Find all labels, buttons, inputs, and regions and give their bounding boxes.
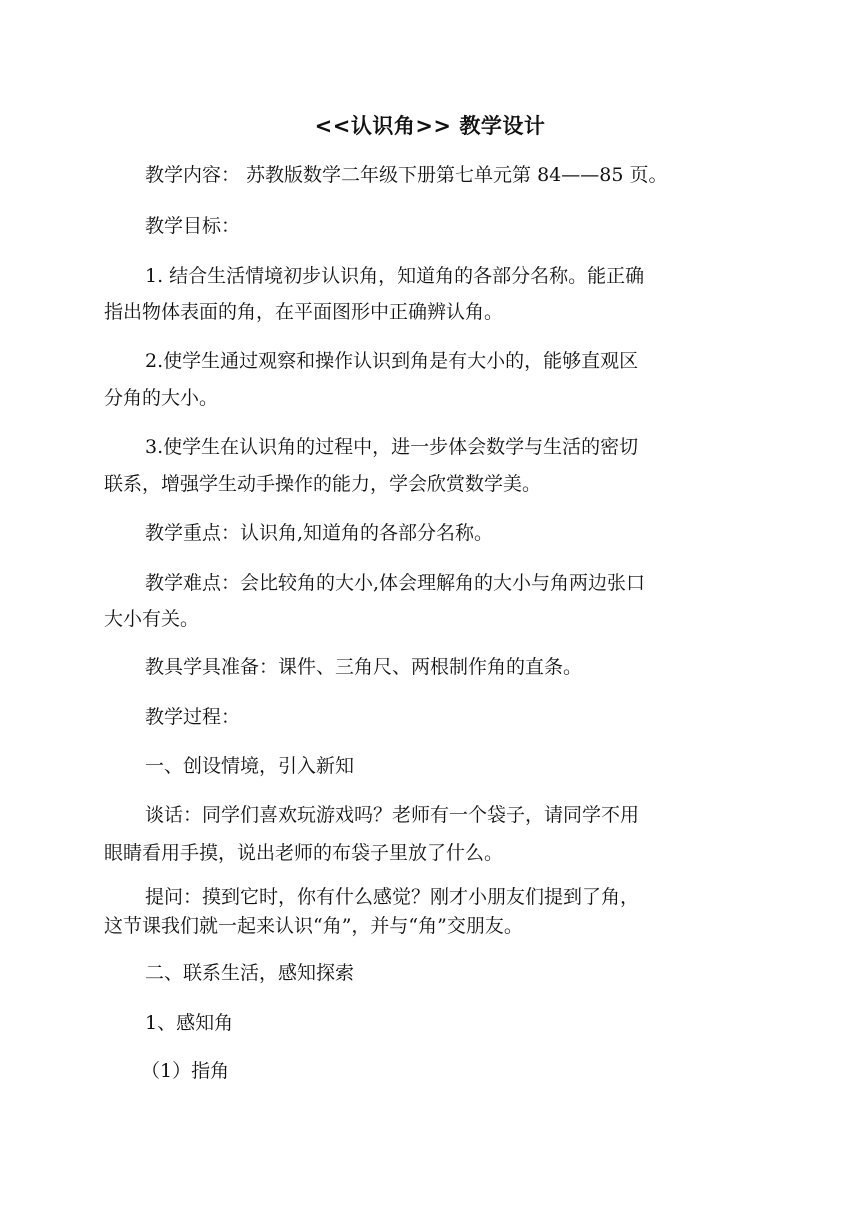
question-line-1: 提问：摸到它时，你有什么感觉？刚才小朋友们提到了角，	[145, 886, 640, 908]
process-label: 教学过程：	[145, 706, 241, 728]
difficulty-line-2: 大小有关。	[104, 608, 200, 630]
goal-1-line-1: 1. 结合生活情境初步认识角，知道角的各部分名称。能正确	[145, 265, 645, 287]
document-title: <<认识角>> 教学设计	[314, 114, 546, 138]
goal-2-line-1: 2.使学生通过观察和操作认识到角是有大小的，能够直观区	[145, 350, 639, 372]
goal-3-line-1: 3.使学生在认识角的过程中，进一步体会数学与生活的密切	[145, 436, 639, 458]
subsection-1-1: （1）指角	[141, 1060, 230, 1082]
talk-line-1: 谈话：同学们喜欢玩游戏吗？老师有一个袋子，请同学不用	[145, 804, 640, 826]
question-line-2: 这节课我们就一起来认识“角”，并与“角”交朋友。	[104, 915, 523, 937]
subsection-1: 1、感知角	[145, 1012, 234, 1034]
section-1-heading: 一、创设情境，引入新知	[145, 755, 355, 777]
goals-label: 教学目标：	[145, 215, 241, 237]
key-point: 教学重点：认识角,知道角的各部分名称。	[145, 522, 494, 544]
talk-line-2: 眼睛看用手摸，说出老师的布袋子里放了什么。	[104, 842, 504, 864]
goal-2-line-2: 分角的大小。	[104, 387, 219, 409]
goal-3-line-2: 联系，增强学生动手操作的能力，学会欣赏数学美。	[104, 473, 542, 495]
teaching-content: 教学内容： 苏教版数学二年级下册第七单元第 84——85 页。	[145, 164, 668, 186]
section-2-heading: 二、联系生活，感知探索	[145, 962, 355, 984]
materials: 教具学具准备：课件、三角尺、两根制作角的直条。	[145, 656, 583, 678]
goal-1-line-2: 指出物体表面的角，在平面图形中正确辨认角。	[104, 301, 504, 323]
difficulty-line-1: 教学难点：会比较角的大小,体会理解角的大小与角两边张口	[145, 572, 646, 594]
